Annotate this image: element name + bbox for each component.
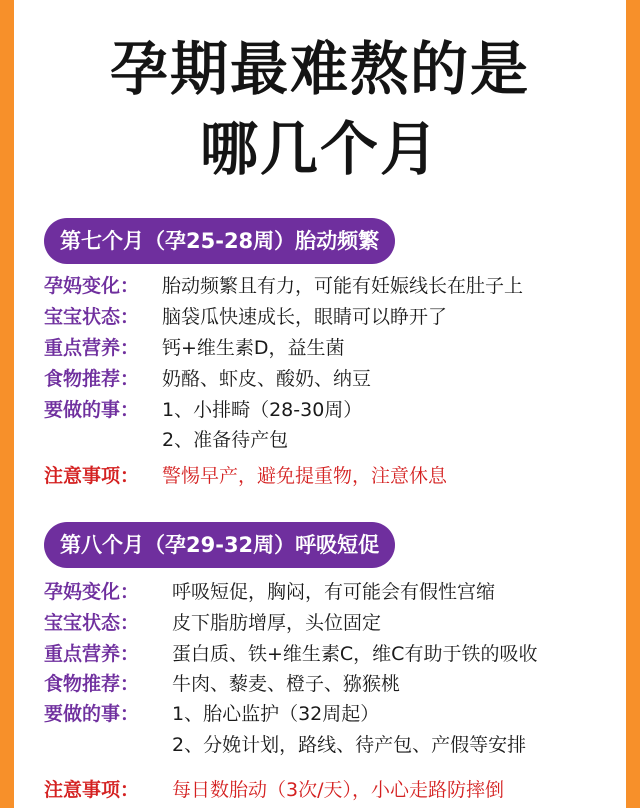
row-label: 宝宝状态： [44,306,140,328]
row-value: 脑袋瓜快速成长，眼睛可以睁开了 [162,306,448,328]
page-title-line2: 哪几个月 [199,115,440,183]
row-value: 牛肉、藜麦、橙子、猕猴桃 [172,673,401,695]
infographic-card [14,0,626,808]
row-label: 食物推荐： [44,673,140,695]
row-value: 奶酪、虾皮、酸奶、纳豆 [162,368,372,390]
row-value: 1、胎心监护（32周起） [172,703,380,725]
page-title-line1: 孕期最难熬的是 [109,35,530,103]
note-value: 警惕早产，避免提重物，注意休息 [162,465,448,487]
row-value: 呼吸短促，胸闷，有可能会有假性宫缩 [172,581,496,603]
row-label: 孕妈变化： [44,581,140,603]
row-value: 1、小排畸（28-30周） [162,399,363,421]
row-value: 皮下脂肪增厚，头位固定 [172,612,382,634]
row-label: 要做的事： [44,703,140,725]
row-label: 孕妈变化： [44,275,140,297]
row-value: 2、准备待产包 [162,429,289,451]
section-header-month7: 第七个月（孕25-28周）胎动频繁 [44,218,395,264]
note-label: 注意事项： [44,465,140,487]
row-label: 宝宝状态： [44,612,140,634]
note-value: 每日数胎动（3次/天），小心走路防摔倒 [172,779,504,801]
note-label: 注意事项： [44,779,140,801]
row-label: 食物推荐： [44,368,140,390]
row-label: 要做的事： [44,399,140,421]
row-value: 胎动频繁且有力，可能有妊娠线长在肚子上 [162,275,524,297]
row-value: 2、分娩计划，路线、待产包、产假等安排 [172,734,527,756]
row-label: 重点营养： [44,337,140,359]
row-value: 钙+维生素D，益生菌 [162,337,345,359]
section-header-month8: 第八个月（孕29-32周）呼吸短促 [44,522,395,568]
row-value: 蛋白质、铁+维生素C，维C有助于铁的吸收 [172,643,538,665]
row-label: 重点营养： [44,643,140,665]
